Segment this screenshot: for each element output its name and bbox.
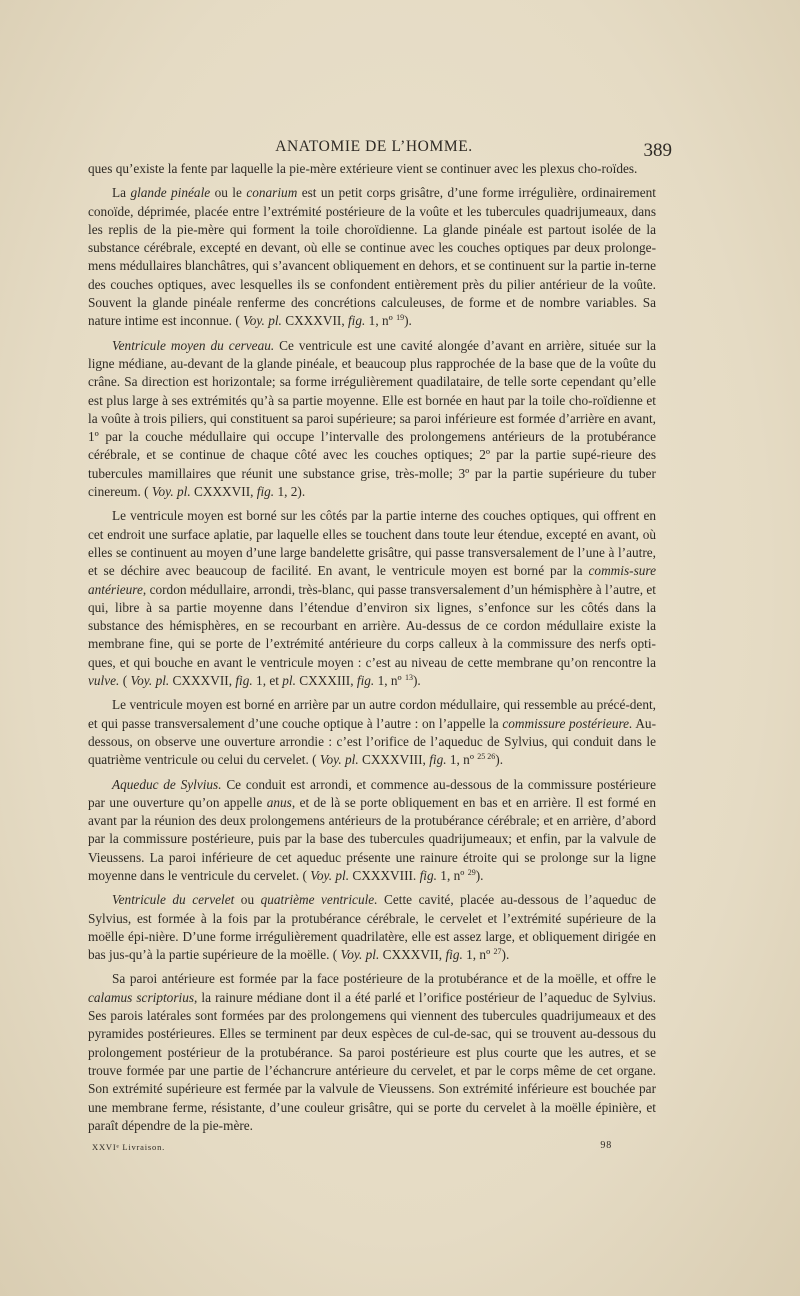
- italic-text: commis-sure antérieure: [88, 563, 656, 597]
- body-text: [88, 160, 656, 1141]
- italic-text: commissure postérieure.: [502, 715, 633, 731]
- italic-text: fig.: [419, 867, 437, 883]
- paragraph: [88, 696, 656, 769]
- text-run: 1, nº: [462, 947, 494, 963]
- figure-number: 29: [467, 867, 476, 877]
- footer: [92, 1142, 612, 1156]
- text-run: , et de là se porte obliquement en bas et en arrière. Il est formé en avant par la réunion des deux prolongemens antérieurs de la protubérance cérébrale; et en arrière, d’abord par la commissure postérieure, puis par la base des tubercules quadrijumeaux; et enfin, par la valvule de Vieussens. La paroi inférieure de cet aqueduc présente une rainure étroite qui se prolonge sur la ligne moyenne dans le ventricule du cervelet. (: [88, 794, 656, 883]
- italic-text: conarium: [246, 185, 298, 201]
- text-run: 1, nº: [374, 673, 405, 689]
- text-run: ).: [404, 313, 412, 329]
- text-run: CXXXVIII,: [358, 752, 430, 768]
- italic-text: pl.: [282, 673, 296, 689]
- italic-text: fig.: [235, 673, 253, 689]
- text-run: 1, nº: [365, 313, 397, 329]
- paragraph: [88, 160, 656, 178]
- paragraph: [88, 970, 656, 1135]
- figure-number: 27: [493, 947, 502, 957]
- text-run: , cordon médullaire, arrondi, très-blanc, qui passe transversalement d’un hémisphère à l’autre, et qui, libre à sa partie moyenne dans l’étendue d’environ six lignes, s’enfonce sur les côtés dans la substance des hémisphères, en se recourbant en arrière. Au-dessus de ce cordon médullaire existe la membrane fine, qui se porte de l’extrémité antérieure du corps calleux à la commissure des nerfs opti-ques, et qui bouche en avant le ventricule moyen : c’est au niveau de cette membrane qu’on rencontre la: [88, 581, 656, 670]
- italic-text: fig.: [356, 673, 375, 689]
- italic-text: fig.: [429, 752, 447, 768]
- text-run: CXXXVIII.: [349, 867, 420, 883]
- text-run: ).: [475, 867, 484, 883]
- text-run: Au-dessous, on observe une ouverture arrondie : c’est l’orifice de l’aqueduc de Sylvius, qui conduit dans le quatrième ventricule ou celui du cervelet. (: [88, 715, 656, 768]
- page-number: 389: [643, 140, 672, 161]
- italic-text: anus: [266, 794, 292, 810]
- figure-number: 19: [396, 313, 405, 323]
- italic-text: fig.: [256, 484, 275, 500]
- text-run: 1, et: [252, 673, 283, 689]
- text-run: ).: [501, 947, 510, 963]
- italic-text: quatrième ventricule.: [260, 892, 378, 908]
- italic-text: Voy. pl.: [340, 947, 380, 963]
- italic-text: Voy. pl.: [319, 752, 359, 768]
- text-run: 1, nº: [446, 752, 478, 768]
- running-title: ANATOMIE DE L’HOMME.: [275, 138, 473, 155]
- text-run: , la rainure médiane dont il a été parlé et l’orifice postérieur de l’aqueduc de Sylvius. Ses parois latérales sont formées par des prolongemens qui viennent des tubercules quadrijumeaux et des pyramides postérieures. Elles se terminent par deux espèces de cul-de-sac, qui se trouvent au-dessous du prolongement postérieur de la protubérance. Sa paroi postérieure est plus courte que les autres, et se trouve formée par une partie de l’échancrure antérieure du cervelet, et par le corps même de cet organe. Son extrémité supérieure est fermée par la valvule de Vieussens. Son extrémité inférieure est bouchée par une membrane ferme, résistante, d’une couleur grisâtre, qui se porte du cervelet à la moëlle épinière, et paraît dépendre de la pie-mère.: [88, 989, 656, 1133]
- italic-text: Ventricule du cervelet: [112, 892, 235, 908]
- figure-number: 25 26: [477, 752, 496, 762]
- paragraph: [88, 337, 656, 502]
- paragraph: [88, 891, 656, 964]
- text-run: Ce ventricule est une cavité alongée d’avant en arrière, située sur la ligne médiane, au-devant de la glande pinéale, et beaucoup plus rapprochée de la base que de la voûte du crâne. Sa direction est horizontale; sa forme irrégulièrement quadilataire, de telle sorte cependant qu’elle est plus large à ses extrémités qu’à sa partie moyenne. Elle est bornée en haut par la toile cho-roïdienne et la voûte à trois piliers, qui constituent sa paroi supérieure; sa paroi inférieure est formée d’arrière en avant, 1º par la couche médullaire qui occupe l’intervalle des prolongemens antérieurs de la protubérance cérébrale, et se continue de chaque côté avec les couches optiques; 2º par la partie supé-rieure des tubercules mamillaires que réunit une substance grise, très-molle; 3º par la partie supérieure du tuber cinereum. (: [88, 337, 656, 500]
- text-run: 1, 2).: [274, 484, 306, 500]
- paragraph: [88, 507, 656, 690]
- text-run: Le ventricule moyen est borné sur les côtés par la partie interne des couches optiques, qui offrent en cet endroit une surface aplatie, par laquelle elles se touchent dans toute leur étendue, excepté en avant, où elles se continuent au moyen d’une large bandelette grisâtre, qui passe transversalement de l’une à l’autre, et se déchire avec beaucoup de facilité. En avant, le ventricule moyen est borné par la: [88, 508, 656, 579]
- italic-text: vulve.: [88, 673, 120, 689]
- italic-text: Voy. pl.: [243, 313, 282, 329]
- text-run: CXXXVII,: [281, 313, 348, 329]
- paragraph: [88, 776, 656, 886]
- text-run: Le ventricule moyen est borné en arrière par un autre cordon médullaire, qui ressemble au précé-dent, et qui passe transversalement d’une couche optique à l’autre : on l’appelle la: [88, 697, 656, 731]
- italic-text: Ventricule moyen du cerveau.: [112, 337, 275, 353]
- italic-text: fig.: [347, 313, 366, 329]
- italic-text: Aqueduc de Sylvius.: [112, 776, 222, 792]
- livraison-label: XXVIᵉ Livraison.: [92, 1142, 166, 1152]
- text-run: CXXXVII,: [169, 673, 236, 689]
- text-run: ques qu’existe la fente par laquelle la pie-mère extérieure vient se continuer avec les plexus cho-roïdes.: [88, 161, 638, 176]
- text-run: ou: [234, 892, 261, 908]
- text-run: CXXXIII,: [295, 673, 357, 689]
- text-run: ).: [495, 752, 504, 768]
- text-run: CXXXVII,: [379, 947, 446, 963]
- text-run: Sa paroi antérieure est formée par la face postérieure de la protubérance et de la moëlle, et offre le: [112, 971, 656, 987]
- italic-text: fig.: [445, 947, 463, 963]
- text-run: ).: [412, 673, 421, 689]
- text-run: (: [119, 673, 131, 689]
- italic-text: calamus scriptorius: [88, 989, 195, 1005]
- text-run: La: [112, 185, 131, 201]
- text-run: Ce conduit est arrondi, et commence au-dessous de la commissure postérieure par une ouverture qu’on appelle: [88, 776, 656, 810]
- text-run: CXXXVII,: [190, 484, 257, 500]
- italic-text: Voy. pl.: [151, 484, 191, 500]
- text-run: Cette cavité, placée au-dessous de l’aqueduc de Sylvius, est formée à la fois par la protubérance cérébrale, le cervelet et l’extrémité supérieure de la moëlle épi-nière. D’une forme irrégulièrement quadrilatère, elle est assez large, et obliquement dirigée en bas jus-qu’à la partie supérieure de la moëlle. (: [88, 892, 656, 963]
- text-run: ou le: [210, 185, 247, 201]
- text-run: 1, nº: [436, 867, 468, 883]
- italic-text: glande pinéale: [130, 185, 211, 201]
- paragraph: [88, 184, 656, 330]
- signature-mark: 98: [600, 1140, 612, 1151]
- figure-number: 13: [404, 673, 413, 683]
- italic-text: Voy. pl.: [130, 673, 170, 689]
- text-run: est un petit corps grisâtre, d’une forme irrégulière, ordinairement conoïde, déprimée, placée entre l’extrémité postérieure de la voûte et les tubercules quadrijumeaux, dans les replis de la pie-mère qui forment la toile choroïdienne. La glande pinéale est partout isolée de la substance cérébrale, excepté en devant, où elle se continue avec les couches optiques par deux prolonge-mens médullaires blanchâtres, qui s’avancent obliquement en dehors, et se continuent sur la partie in-terne des couches optiques, avec lesquelles ils se confondent entièrement près du pilier antérieur de la voûte. Souvent la glande pinéale renferme des concrétions calculeuses, de forme et de nombre variables. Sa nature intime est inconnue. (: [88, 185, 656, 329]
- italic-text: Voy. pl.: [310, 867, 350, 883]
- running-header: [88, 138, 672, 161]
